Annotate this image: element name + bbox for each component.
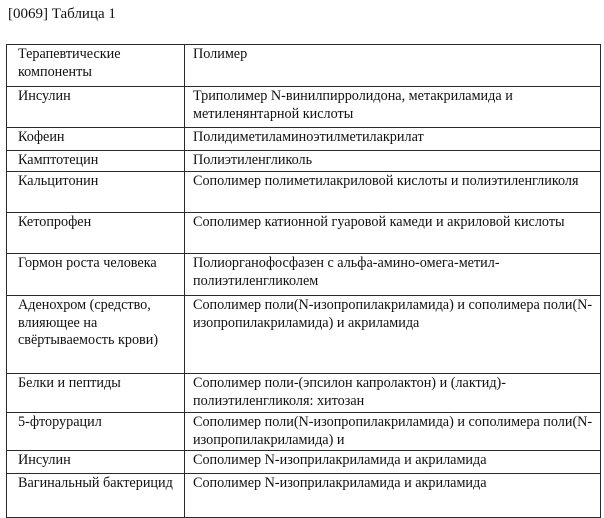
- table-row: [7, 374, 601, 413]
- component-cell: Кальцитонин: [7, 172, 185, 213]
- component-cell: Вагинальный бактерицид: [7, 474, 185, 518]
- polymer-cell: Сополимер полиметилакриловой кислоты и полиэтиленгликоля: [185, 172, 601, 213]
- polymer-cell: Полиорганофосфазен с альфа-амино-омега-метил-полиэтиленгликолем: [185, 254, 601, 296]
- header-polymer: Полимер: [185, 45, 601, 87]
- polymer-cell: Сополимер катионной гуаровой камеди и акриловой кислоты: [185, 213, 601, 254]
- table-row: [7, 172, 601, 213]
- polymer-cell: Сополимер поли-(эпсилон капролактон) и (лактид)-полиэтиленгликоля: хитозан: [185, 374, 601, 413]
- component-cell: Белки и пептиды: [7, 374, 185, 413]
- polymer-cell: Полидиметиламиноэтилметилакрилат: [185, 128, 601, 151]
- polymer-cell: Полиэтиленгликоль: [185, 151, 601, 172]
- polymer-cell: Сополимер N-изоприлакриламида и акриламида: [185, 451, 601, 474]
- component-cell: Гормон роста человека: [7, 254, 185, 296]
- polymer-cell: Сополимер поли(N-изопропилакриламида) и сополимера поли(N-изопропилакриламида) и: [185, 413, 601, 451]
- therapeutic-polymer-table: [6, 44, 601, 518]
- polymer-cell: Сополимер N-изоприлакриламида и акриламида: [185, 474, 601, 518]
- table-row: [7, 213, 601, 254]
- table-row: [7, 128, 601, 151]
- component-cell: 5-фторурацил: [7, 413, 185, 451]
- component-cell: Кофеин: [7, 128, 185, 151]
- component-cell: Камптотецин: [7, 151, 185, 172]
- component-cell: Кетопрофен: [7, 213, 185, 254]
- table-row: [7, 296, 601, 374]
- table-row: [7, 151, 601, 172]
- table-row: [7, 87, 601, 128]
- table-row: [7, 413, 601, 451]
- polymer-cell: Сополимер поли(N-изопропилакриламида) и сополимера поли(N-изопропилакриламида) и акриламида: [185, 296, 601, 374]
- component-cell: Инсулин: [7, 87, 185, 128]
- polymer-cell: Триполимер N-винилпирролидона, метакриламида и метиленянтарной кислоты: [185, 87, 601, 128]
- component-cell: Аденохром (средство, влияющее на свёртываемость крови): [7, 296, 185, 374]
- table-row: [7, 254, 601, 296]
- table-header-row: [7, 45, 601, 87]
- table-caption: [0069] Таблица 1: [8, 6, 116, 22]
- table-row: [7, 451, 601, 474]
- component-cell: Инсулин: [7, 451, 185, 474]
- header-components: Терапевтические компоненты: [7, 45, 185, 87]
- table-row: [7, 474, 601, 518]
